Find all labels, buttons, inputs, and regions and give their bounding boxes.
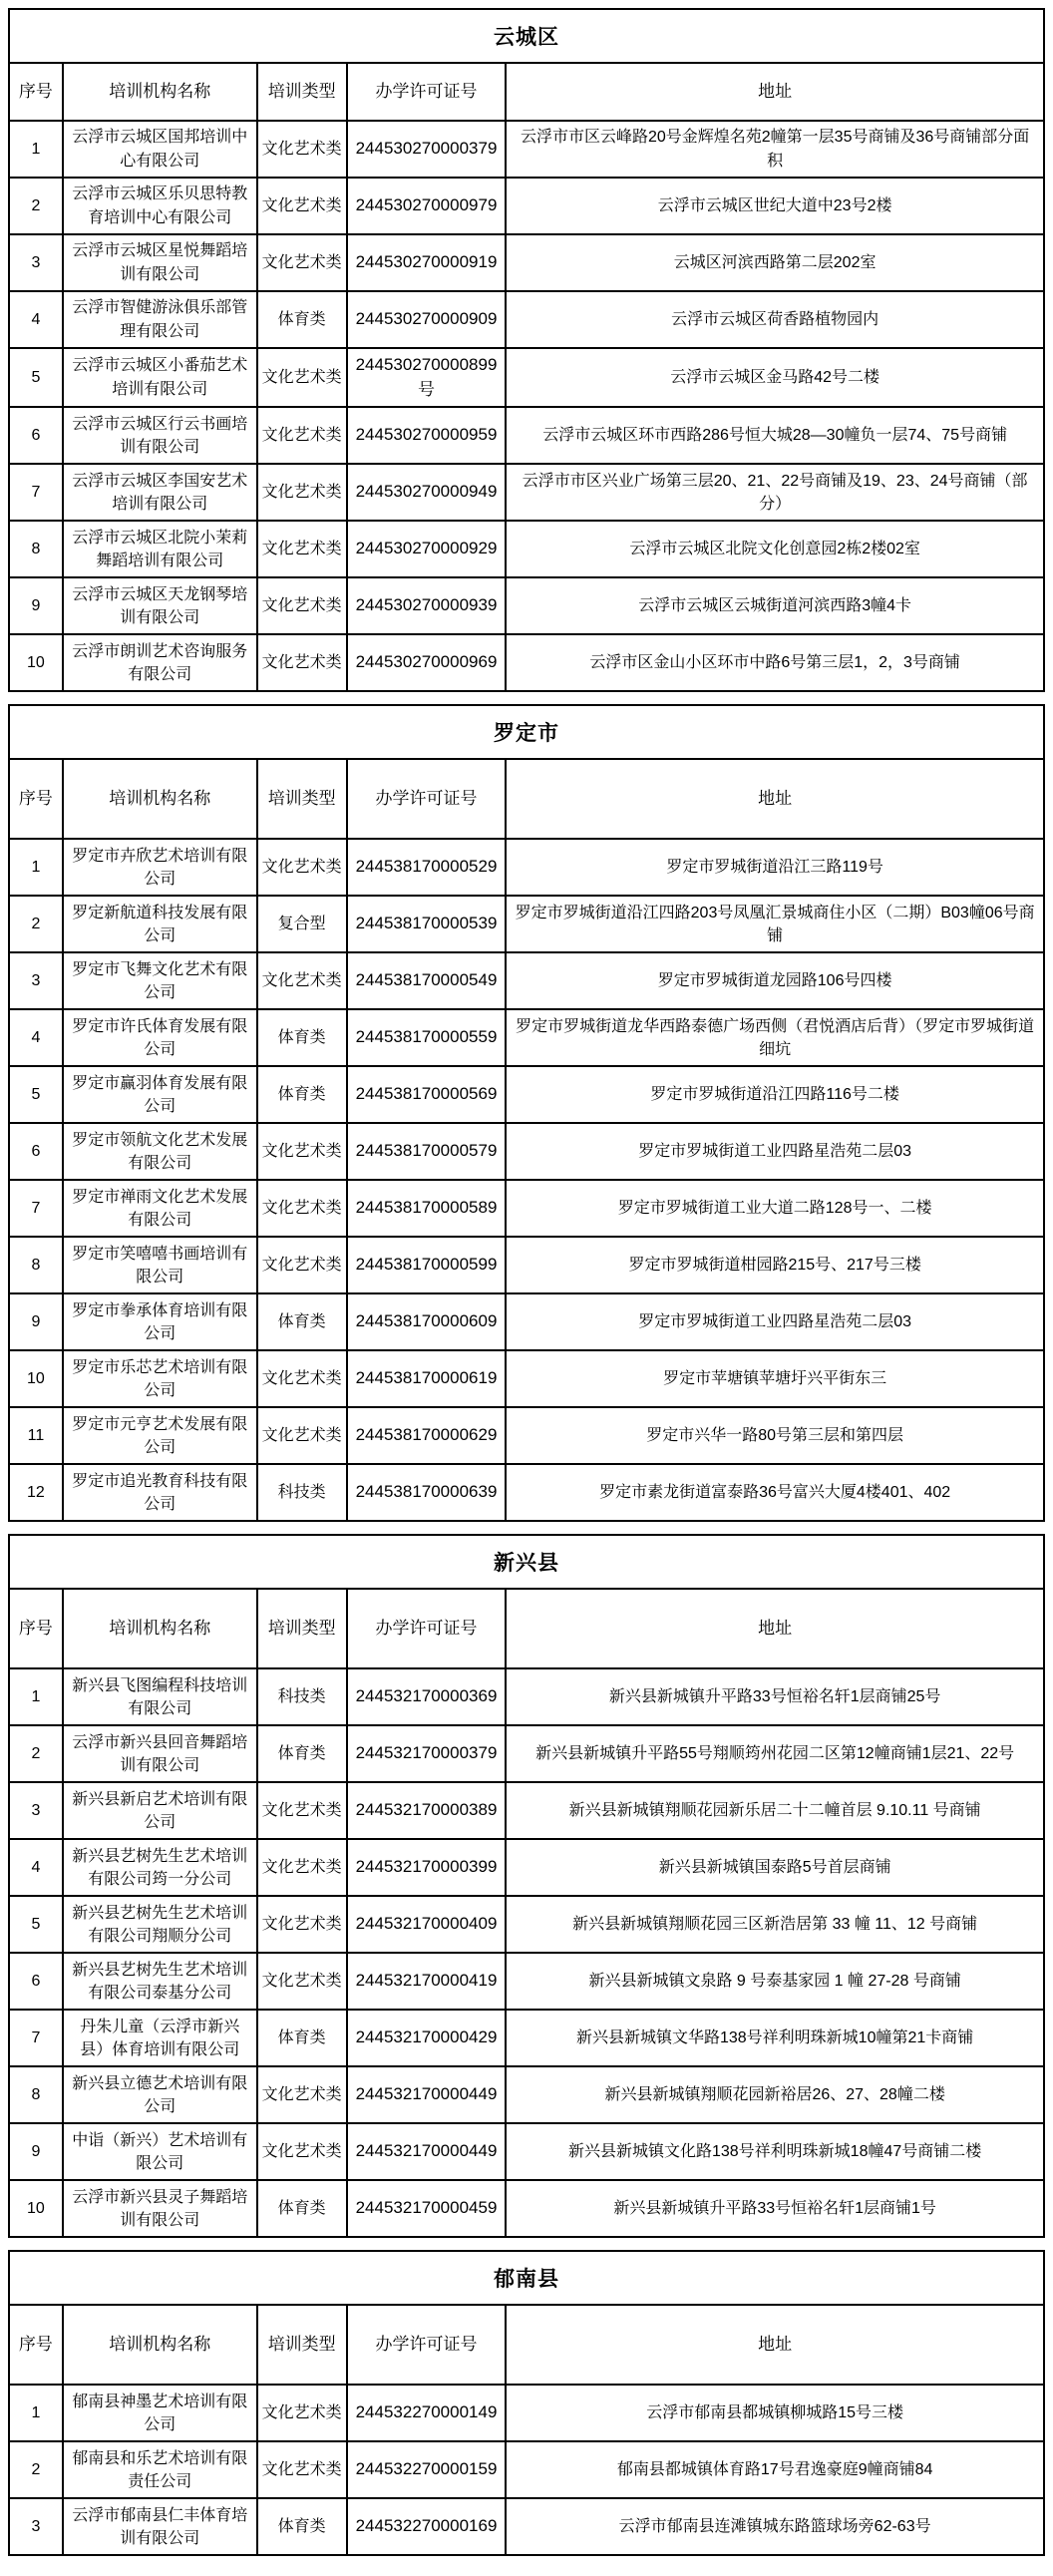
cell-no: 8 [10,1238,64,1292]
column-header-2: 培训类型 [258,1590,348,1667]
table-row [10,840,1043,897]
cell-license-number: 244538170000589 [348,1181,508,1236]
cell-institution-name: 云浮市云城区北院小茉莉舞蹈培训有限公司 [64,522,258,576]
table-row [10,179,1043,235]
cell-institution-name: 新兴县飞图编程科技培训有限公司 [64,1669,258,1724]
cell-institution-name: 丹朱儿童（云浮市新兴县）体育培训有限公司 [64,2011,258,2065]
section-title: 云城区 [10,10,1043,64]
cell-institution-name: 云浮市云城区国邦培训中心有限公司 [64,122,258,177]
cell-address: 罗定市罗城街道龙华西路泰德广场西侧（君悦酒店后背）（罗定市罗城街道细坑 [516,1017,1035,1058]
cell-institution-name: 新兴县艺树先生艺术培训有限公司翔顺分公司 [64,1897,258,1952]
section-0 [8,8,1045,692]
column-header-4: 地址 [758,788,793,808]
table-row [10,2386,1043,2442]
column-header-3: 办学许可证号 [348,64,508,120]
cell-no: 7 [10,1181,64,1236]
column-header-0: 序号 [10,64,64,120]
cell-institution-name: 罗定市乐芯艺术培训有限公司 [64,1351,258,1406]
cell-no: 10 [10,1351,64,1406]
cell-training-type: 文化艺术类 [258,408,348,463]
cell-institution-name: 罗定市笑嘻嘻书画培训有限公司 [64,1238,258,1292]
cell-address: 新兴县新城镇升平路33号恒裕名轩1层商铺25号 [608,1688,941,1706]
cell-license-number: 244530270000949 [348,465,508,520]
cell-training-type: 体育类 [258,292,348,347]
training-institutions-table [8,8,1045,2556]
table-row [10,465,1043,522]
column-header-4: 地址 [758,81,793,101]
table-row [10,408,1043,465]
cell-address: 罗定市罗城街道工业四路星浩苑二层03 [638,1143,912,1161]
cell-license-number: 244538170000639 [348,1465,508,1520]
cell-no: 3 [10,953,64,1008]
cell-address: 新兴县新城镇升平路33号恒裕名轩1层商铺1号 [613,2200,936,2218]
cell-institution-name: 云浮市云城区星悦舞蹈培训有限公司 [64,235,258,290]
cell-training-type: 文化艺术类 [258,953,348,1008]
cell-address: 罗定市罗城街道柑园路215号、217号三楼 [628,1257,921,1275]
cell-training-type: 复合型 [258,897,348,951]
column-header-3: 办学许可证号 [348,1590,508,1667]
section-2 [8,1534,1045,2238]
cell-license-number: 244530270000959 [348,408,508,463]
cell-no: 4 [10,1010,64,1065]
table-row [10,1067,1043,1124]
cell-license-number: 244532170000409 [348,1897,508,1952]
table-row [10,1124,1043,1181]
cell-license-number: 244532170000459 [348,2181,508,2236]
cell-training-type: 体育类 [258,1067,348,1122]
column-header-4: 地址 [758,1618,793,1638]
table-row [10,1726,1043,1783]
cell-training-type: 体育类 [258,1010,348,1065]
cell-training-type: 文化艺术类 [258,1181,348,1236]
cell-no: 7 [10,2011,64,2065]
table-row [10,2442,1043,2499]
column-header-1: 培训机构名称 [64,760,258,838]
column-header-row [10,64,1043,122]
cell-license-number: 244532170000419 [348,1954,508,2009]
cell-institution-name: 罗定市领航文化艺术发展有限公司 [64,1124,258,1179]
cell-training-type: 文化艺术类 [258,1124,348,1179]
cell-license-number: 244538170000609 [348,1294,508,1349]
column-header-1: 培训机构名称 [64,64,258,120]
cell-institution-name: 云浮市新兴县回音舞蹈培训有限公司 [64,1726,258,1781]
cell-license-number: 244530270000939 [348,578,508,633]
cell-address: 云浮市市区云峰路20号金辉煌名苑2幢第一层35号商铺及36号商铺部分面积 [520,129,1030,170]
cell-institution-name: 罗定市追光教育科技有限公司 [64,1465,258,1520]
cell-training-type: 文化艺术类 [258,2442,348,2497]
cell-no: 2 [10,897,64,951]
cell-institution-name: 云浮市云城区小番茄艺术培训有限公司 [64,349,258,406]
cell-no: 9 [10,2124,64,2179]
cell-no: 12 [10,1465,64,1520]
cell-institution-name: 罗定市卉欣艺术培训有限公司 [64,840,258,895]
column-header-2: 培训类型 [258,2306,348,2384]
cell-training-type: 文化艺术类 [258,122,348,177]
cell-address: 新兴县新城镇文化路138号祥利明珠新城18幢47号商铺二楼 [567,2143,982,2161]
cell-address: 新兴县新城镇升平路55号翔顺筠州花园二区第12幢商铺1层21、22号 [535,1745,1015,1763]
cell-license-number: 244530270000919 [348,235,508,290]
cell-no: 2 [10,1726,64,1781]
cell-address: 罗定市罗城街道沿江四路116号二楼 [650,1086,899,1104]
cell-address: 云城区河滨西路第二层202室 [673,253,877,271]
cell-address: 云浮市郁南县连滩镇城东路篮球场旁62-63号 [618,2518,931,2536]
cell-address: 云浮市云城区荷香路植物园内 [671,310,879,328]
cell-license-number: 244532170000399 [348,1840,508,1895]
cell-training-type: 科技类 [258,1669,348,1724]
cell-address: 云浮市郁南县都城镇柳城路15号三楼 [646,2404,904,2422]
cell-institution-name: 云浮市云城区李国安艺术培训有限公司 [64,465,258,520]
column-header-row [10,1590,1043,1669]
table-row [10,235,1043,292]
cell-no: 5 [10,1897,64,1952]
table-row [10,578,1043,635]
cell-license-number: 244530270000899号 [348,349,508,406]
cell-training-type: 科技类 [258,1465,348,1520]
cell-institution-name: 新兴县立德艺术培训有限公司 [64,2067,258,2122]
cell-address: 新兴县新城镇文泉路 9 号泰基家园 1 幢 27-28 号商铺 [588,1973,961,1991]
cell-license-number: 244538170000549 [348,953,508,1008]
cell-institution-name: 云浮市云城区行云书画培训有限公司 [64,408,258,463]
table-row [10,635,1043,690]
cell-training-type: 文化艺术类 [258,522,348,576]
cell-training-type: 文化艺术类 [258,1408,348,1463]
cell-no: 2 [10,179,64,233]
cell-institution-name: 罗定市许氏体育发展有限公司 [64,1010,258,1065]
column-header-0: 序号 [10,1590,64,1667]
cell-training-type: 体育类 [258,1294,348,1349]
cell-training-type: 文化艺术类 [258,1840,348,1895]
cell-no: 7 [10,465,64,520]
cell-license-number: 244532270000169 [348,2499,508,2554]
table-row [10,1897,1043,1954]
cell-training-type: 文化艺术类 [258,1783,348,1838]
cell-license-number: 244538170000539 [348,897,508,951]
cell-no: 4 [10,292,64,347]
table-row [10,1840,1043,1897]
cell-no: 10 [10,2181,64,2236]
cell-training-type: 文化艺术类 [258,349,348,406]
table-row [10,1294,1043,1351]
cell-license-number: 244532170000369 [348,1669,508,1724]
section-3 [8,2250,1045,2556]
cell-no: 9 [10,1294,64,1349]
section-title: 郁南县 [10,2252,1043,2306]
cell-training-type: 体育类 [258,2011,348,2065]
cell-training-type: 文化艺术类 [258,840,348,895]
cell-address: 罗定市素龙街道富泰路36号富兴大厦4楼401、402 [599,1484,951,1502]
cell-address: 云浮市云城区云城街道河滨西路3幢4卡 [638,597,912,615]
cell-training-type: 文化艺术类 [258,235,348,290]
cell-institution-name: 云浮市云城区乐贝思特教育培训中心有限公司 [64,179,258,233]
table-row [10,1351,1043,1408]
cell-training-type: 体育类 [258,1726,348,1781]
cell-training-type: 文化艺术类 [258,179,348,233]
table-row [10,1181,1043,1238]
cell-address: 新兴县新城镇翔顺花园三区新浩居第 33 幢 11、12 号商铺 [572,1916,978,1934]
cell-address: 新兴县新城镇国泰路5号首层商铺 [658,1859,891,1877]
cell-address: 新兴县新城镇文华路138号祥利明珠新城10幢第21卡商铺 [575,2029,974,2047]
table-row [10,2011,1043,2067]
table-row [10,2499,1043,2554]
cell-address: 罗定市苹塘镇苹塘圩兴平街东三 [663,1370,887,1388]
table-row [10,1465,1043,1520]
column-header-2: 培训类型 [258,760,348,838]
column-header-0: 序号 [10,760,64,838]
cell-training-type: 文化艺术类 [258,2386,348,2440]
table-row [10,292,1043,349]
table-row [10,1238,1043,1294]
cell-no: 6 [10,408,64,463]
cell-license-number: 244532170000429 [348,2011,508,2065]
table-row [10,1783,1043,1840]
cell-institution-name: 郁南县神墨艺术培训有限公司 [64,2386,258,2440]
cell-license-number: 244532170000449 [348,2067,508,2122]
cell-training-type: 体育类 [258,2499,348,2554]
cell-no: 3 [10,235,64,290]
cell-license-number: 244530270000979 [348,179,508,233]
cell-address: 郁南县都城镇体育路17号君逸豪庭9幢商铺84 [616,2461,933,2479]
cell-no: 1 [10,840,64,895]
cell-address: 罗定市兴华一路80号第三层和第四层 [646,1427,904,1445]
column-header-3: 办学许可证号 [348,760,508,838]
cell-institution-name: 云浮市智健游泳俱乐部管理有限公司 [64,292,258,347]
cell-institution-name: 新兴县艺树先生艺术培训有限公司泰基分公司 [64,1954,258,2009]
cell-no: 1 [10,1669,64,1724]
cell-license-number: 244538170000569 [348,1067,508,1122]
cell-address: 云浮市云城区北院文化创意园2栋2楼02室 [629,541,920,558]
cell-no: 11 [10,1408,64,1463]
cell-institution-name: 罗定新航道科技发展有限公司 [64,897,258,951]
cell-address: 新兴县新城镇翔顺花园新裕居26、27、28幢二楼 [604,2086,945,2104]
cell-no: 5 [10,1067,64,1122]
cell-institution-name: 云浮市云城区天龙钢琴培训有限公司 [64,578,258,633]
table-row [10,1954,1043,2011]
cell-institution-name: 罗定市赢羽体育发展有限公司 [64,1067,258,1122]
column-header-4: 地址 [758,2334,793,2354]
cell-license-number: 244538170000619 [348,1351,508,1406]
cell-address: 罗定市罗城街道沿江四路203号凤凰汇景城商住小区（二期）B03幢06号商铺 [515,904,1035,944]
table-row [10,1669,1043,1726]
cell-training-type: 文化艺术类 [258,635,348,690]
cell-training-type: 文化艺术类 [258,1351,348,1406]
cell-address: 罗定市罗城街道工业大道二路128号一、二楼 [617,1200,932,1218]
cell-address: 云浮市云城区金马路42号二楼 [670,369,880,387]
cell-no: 8 [10,2067,64,2122]
cell-license-number: 244538170000629 [348,1408,508,1463]
column-header-3: 办学许可证号 [348,2306,508,2384]
cell-institution-name: 罗定市拳承体育培训有限公司 [64,1294,258,1349]
table-row [10,2067,1043,2124]
cell-license-number: 244532170000389 [348,1783,508,1838]
cell-license-number: 244538170000559 [348,1010,508,1065]
table-row [10,349,1043,408]
cell-training-type: 文化艺术类 [258,1238,348,1292]
cell-no: 9 [10,578,64,633]
cell-address: 新兴县新城镇翔顺花园新乐居二十二幢首层 9.10.11 号商铺 [568,1802,981,1820]
cell-license-number: 244530270000909 [348,292,508,347]
cell-institution-name: 中诣（新兴）艺术培训有限公司 [64,2124,258,2179]
cell-license-number: 244532170000379 [348,1726,508,1781]
cell-training-type: 文化艺术类 [258,578,348,633]
cell-address: 云浮市云城区环市西路286号恒大城28—30幢负一层74、75号商铺 [542,427,1008,445]
table-row [10,2181,1043,2236]
cell-no: 6 [10,1124,64,1179]
column-header-row [10,2306,1043,2386]
cell-training-type: 文化艺术类 [258,465,348,520]
table-row [10,953,1043,1010]
cell-institution-name: 罗定市飞舞文化艺术有限公司 [64,953,258,1008]
section-title: 罗定市 [10,706,1043,760]
cell-license-number: 244530270000929 [348,522,508,576]
cell-license-number: 244532170000449 [348,2124,508,2179]
cell-no: 1 [10,2386,64,2440]
cell-training-type: 文化艺术类 [258,1897,348,1952]
cell-no: 5 [10,349,64,406]
cell-license-number: 244530270000379 [348,122,508,177]
cell-license-number: 244538170000529 [348,840,508,895]
cell-institution-name: 新兴县艺树先生艺术培训有限公司筠一分公司 [64,1840,258,1895]
cell-address: 云浮市区金山小区环市中路6号第三层1，2，3号商铺 [589,654,960,672]
cell-institution-name: 云浮市朗训艺术咨询服务有限公司 [64,635,258,690]
column-header-0: 序号 [10,2306,64,2384]
cell-institution-name: 云浮市新兴县灵子舞蹈培训有限公司 [64,2181,258,2236]
section-title: 新兴县 [10,1536,1043,1590]
cell-no: 4 [10,1840,64,1895]
cell-address: 罗定市罗城街道工业四路星浩苑二层03 [638,1313,912,1331]
cell-training-type: 文化艺术类 [258,2124,348,2179]
cell-no: 1 [10,122,64,177]
table-row [10,1010,1043,1067]
cell-no: 2 [10,2442,64,2497]
cell-institution-name: 罗定市元亨艺术发展有限公司 [64,1408,258,1463]
table-row [10,1408,1043,1465]
cell-no: 3 [10,2499,64,2554]
cell-license-number: 244530270000969 [348,635,508,690]
cell-no: 10 [10,635,64,690]
cell-institution-name: 新兴县新启艺术培训有限公司 [64,1783,258,1838]
table-row [10,122,1043,179]
cell-institution-name: 郁南县和乐艺术培训有限责任公司 [64,2442,258,2497]
cell-address: 罗定市罗城街道龙园路106号四楼 [657,972,892,990]
column-header-1: 培训机构名称 [64,2306,258,2384]
cell-address: 云浮市云城区世纪大道中23号2楼 [657,196,892,214]
cell-no: 6 [10,1954,64,2009]
cell-license-number: 244538170000579 [348,1124,508,1179]
cell-institution-name: 云浮市郁南县仁丰体育培训有限公司 [64,2499,258,2554]
cell-training-type: 文化艺术类 [258,1954,348,2009]
cell-training-type: 文化艺术类 [258,2067,348,2122]
cell-institution-name: 罗定市禅雨文化艺术发展有限公司 [64,1181,258,1236]
table-row [10,897,1043,953]
column-header-row [10,760,1043,840]
table-row [10,2124,1043,2181]
cell-address: 罗定市罗城街道沿江三路119号 [666,859,883,877]
cell-license-number: 244532270000159 [348,2442,508,2497]
column-header-1: 培训机构名称 [64,1590,258,1667]
cell-license-number: 244532270000149 [348,2386,508,2440]
cell-no: 3 [10,1783,64,1838]
cell-training-type: 体育类 [258,2181,348,2236]
table-row [10,522,1043,578]
cell-address: 云浮市市区兴业广场第三层20、21、22号商铺及19、23、24号商铺（部分） [522,472,1028,513]
cell-no: 8 [10,522,64,576]
section-1 [8,704,1045,1522]
column-header-2: 培训类型 [258,64,348,120]
cell-license-number: 244538170000599 [348,1238,508,1292]
